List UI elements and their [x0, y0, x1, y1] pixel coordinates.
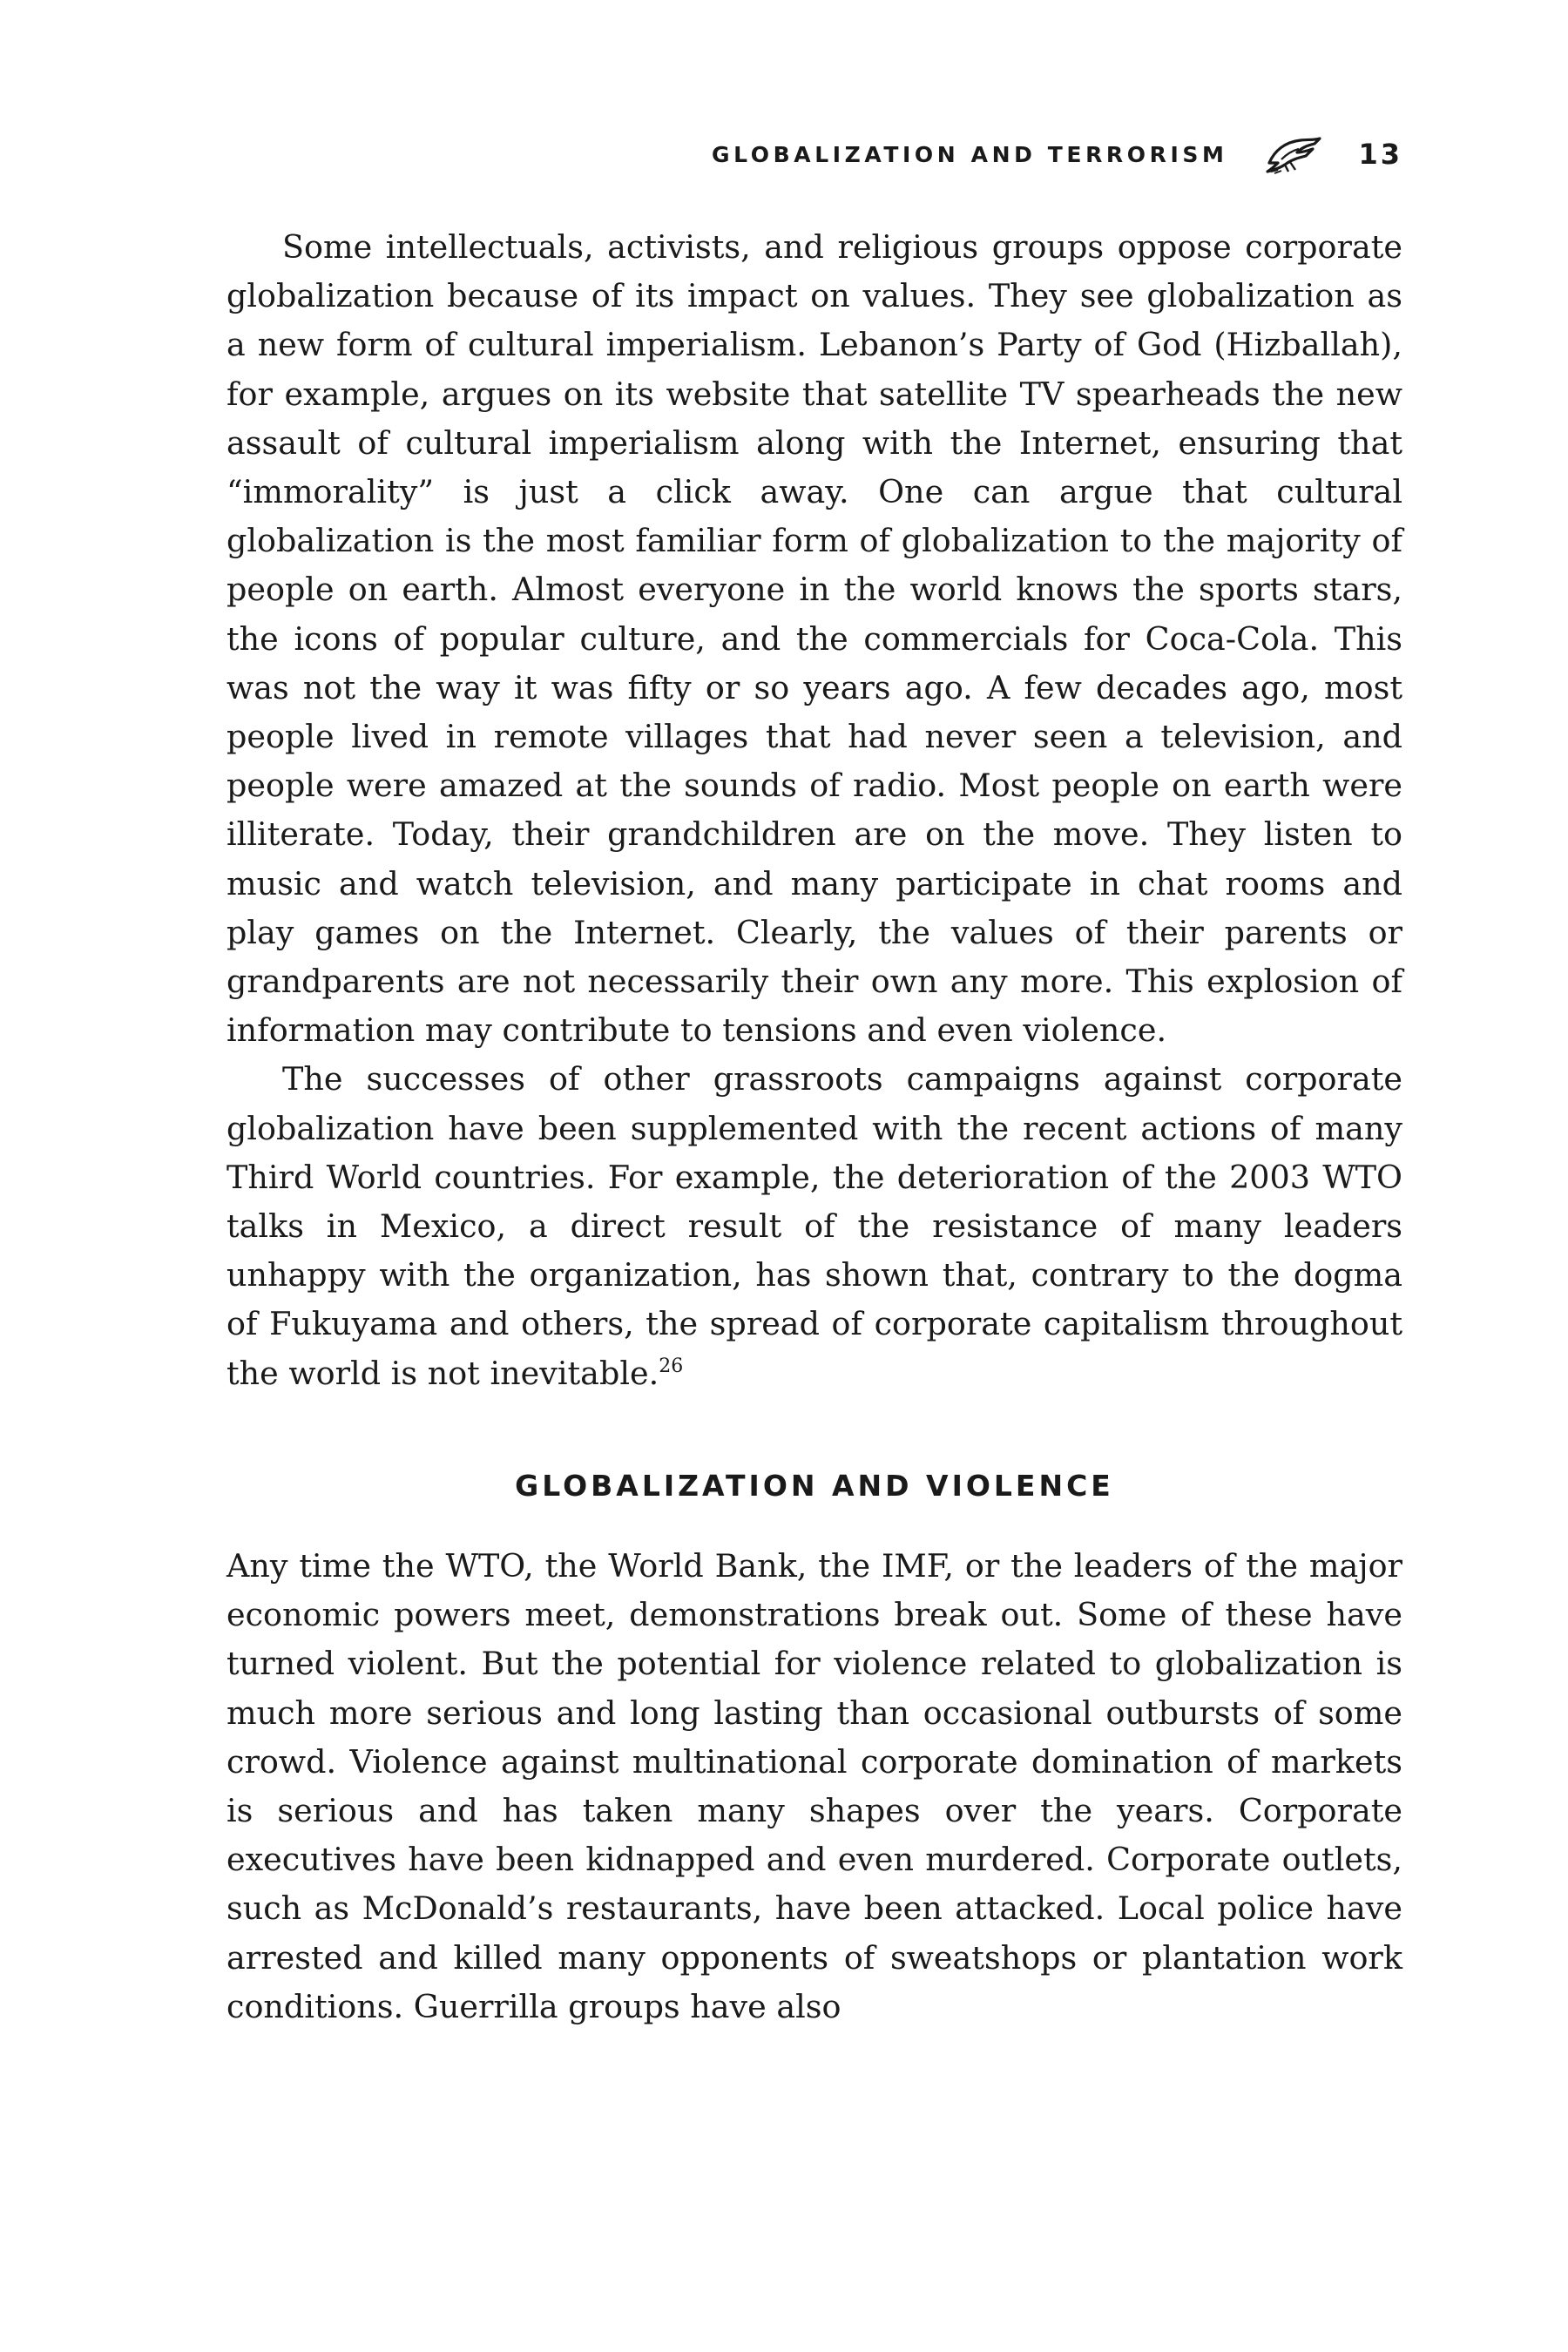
- body-section-violence: [226, 1542, 1402, 2031]
- section-heading: GLOBALIZATION AND VIOLENCE: [515, 1469, 1114, 1503]
- body-section-cultural-globalization: [226, 223, 1402, 1398]
- paragraph-text: The successes of other grassroots campaigns against corporate globalization have been supplemented with the recent actions of many Third World countries. For example, the deterioration of the 2003 WTO talks in Mexico, a direct result of the resistance of many leaders unhappy with the organization, has shown that, contrary to the dogma of Fukuyama and others, the spread of corporate capitalism throughout the world is not inevitable.: [226, 1060, 1402, 1392]
- footnote-marker: 26: [659, 1355, 684, 1377]
- page-number: 13: [1358, 138, 1402, 171]
- paragraph: [226, 1055, 1402, 1397]
- running-head: [226, 132, 1402, 176]
- bird-ornament-icon: [1262, 133, 1323, 175]
- running-title: GLOBALIZATION AND TERRORISM: [712, 141, 1228, 167]
- paragraph: Some intellectuals, activists, and religious groups oppose corporate globalization because of its impact on values. They see globalization as a new form of cultural imperialism. Lebanon’s Party of God (Hizballah), for example, argues on its website that satellite TV spearheads the new assault of cultural imperialism along with the Internet, ensuring that “immorality” is just a click away. One can argue that cultural globalization is the most familiar form of globalization to the majority of people on earth. Almost everyone in the world knows the sports stars, the icons of popular culture, and the commercials for Coca-Cola. This was not the way it was fifty or so years ago. A few decades ago, most people lived in remote villages that had never seen a television, and people were amazed at the sounds of radio. Most people on earth were illiterate. Today, their grandchildren are on the move. They listen to music and watch television, and many participate in chat rooms and play games on the Internet. Clearly, the values of their parents or grandparents are not necessarily their own any more. This explosion of information may contribute to tensions and even violence.: [226, 228, 1402, 1050]
- paragraph: Any time the WTO, the World Bank, the IMF, or the leaders of the major economic powers meet, demonstrations break out. Some of these have turned violent. But the potential for violence related to globalization is much more serious and long lasting than occasional outbursts of some crowd. Violence against multinational corporate domination of markets is serious and has taken many shapes over the years. Corporate executives have been kidnapped and even murdered. Corporate outlets, such as McDonald’s restaurants, have been attacked. Local police have arrested and killed many opponents of sweatshops or plantation work conditions. Guerrilla groups have also: [226, 1547, 1402, 2025]
